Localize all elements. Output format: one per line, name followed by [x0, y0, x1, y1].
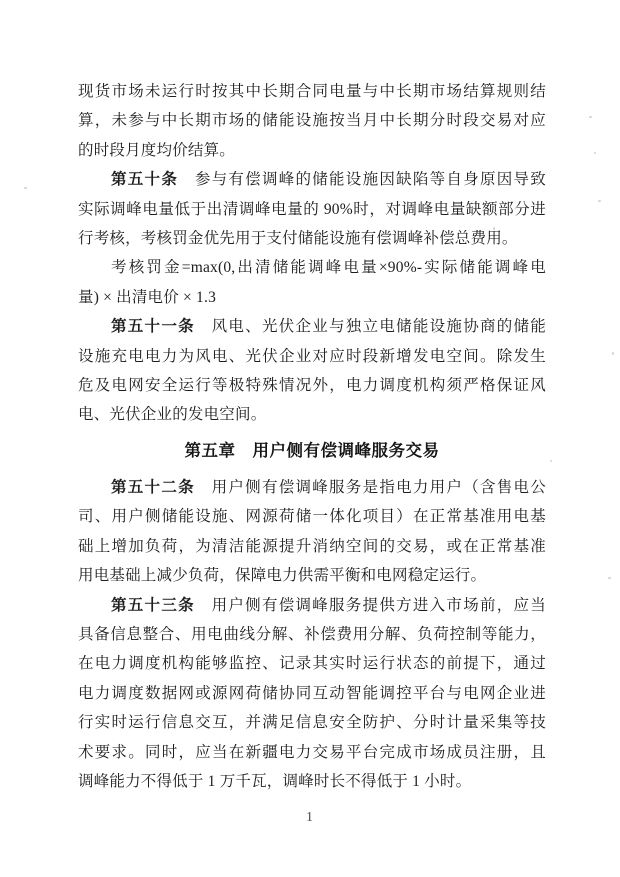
scan-speck: [589, 116, 592, 118]
text-line: [78, 679, 546, 708]
text-segment: 算，未参与中长期市场的储能设施按当月中长期分时段交易对应: [78, 112, 546, 130]
bold-text: 第五十一条: [111, 318, 195, 336]
text-line: [78, 708, 546, 737]
text-segment: 术要求。同时，应当在新疆电力交易平台完成市场成员注册，且: [78, 743, 546, 761]
text-segment: 参与有偿调峰的储能设施因缺陷等自身原因导致: [178, 171, 546, 189]
text-line: [78, 224, 546, 253]
text-line: [78, 253, 546, 282]
text-segment: 量) × 出清电价 × 1.3: [78, 288, 217, 306]
page-number: 1: [306, 810, 314, 825]
text-segment: 实际调峰电量低于出清调峰电量的 90%时，对调峰电量缺额部分进: [78, 200, 546, 218]
text-segment: 的时段月度均价结算。: [78, 141, 236, 159]
text-segment: 具备信息整合、用电曲线分解、补偿费用分解、负荷控制等能力，: [78, 626, 546, 644]
text-segment: 风电、光伏企业与独立电储能设施协商的储能: [194, 318, 546, 336]
text-line: [78, 649, 546, 678]
text-segment: 在电力调度机构能够监控、记录其实时运行状态的前提下，通过: [78, 655, 546, 673]
text-line: [78, 400, 546, 429]
text-line: [78, 473, 546, 502]
text-segment: 调峰能力不得低于 1 万千瓦，调峰时长不得低于 1 小时。: [78, 772, 472, 790]
text-line: [78, 342, 546, 371]
bold-text: 第五十二条: [111, 479, 195, 497]
text-segment: 行考核，考核罚金优先用于支付储能设施有偿调峰补偿总费用。: [78, 229, 518, 247]
bold-text: 第五十三条: [111, 596, 195, 614]
text-line: [78, 561, 546, 590]
text-line: [78, 195, 546, 224]
text-line: [78, 532, 546, 561]
text-segment: 司、用户侧储能设施、网源荷储一体化项目）在正常基准用电基: [78, 508, 546, 526]
text-segment: 用户侧有偿调峰服务提供方进入市场前，应当: [194, 596, 546, 614]
text-line: [78, 371, 546, 400]
text-segment: 础上增加负荷，为清洁能源提升消纳空间的交易，或在正常基准: [78, 537, 546, 555]
scan-speck: [493, 227, 495, 230]
text-segment: 电力调度数据网或源网荷储协同互动智能调控平台与电网企业进: [78, 684, 546, 702]
text-line: [78, 283, 546, 312]
bold-text: 第五章 用户侧有偿调峰服务交易: [184, 440, 440, 460]
text-segment: 电、光伏企业的发电空间。: [78, 406, 267, 424]
text-segment: 设施充电电力为风电、光伏企业对应时段新增发电空间。除发生: [78, 347, 546, 365]
scan-speck: [24, 187, 27, 189]
text-segment: 现货市场未运行时按其中长期合同电量与中长期市场结算规则结: [78, 83, 546, 100]
text-line: [78, 767, 546, 796]
text-line: [78, 165, 546, 194]
text-line: [78, 77, 546, 106]
text-line: [78, 312, 546, 341]
scan-speck: [476, 232, 480, 234]
scan-speck: [550, 460, 552, 462]
text-line: [78, 136, 546, 165]
text-line: [78, 620, 546, 649]
text-segment: 考核罚金=max(0,出清储能调峰电量×90%-实际储能调峰电: [111, 259, 546, 277]
scan-speck: [608, 577, 611, 579]
text-line: [78, 106, 546, 135]
text-line: [78, 591, 546, 620]
text-segment: 危及电网安全运行等极特殊情况外，电力调度机构须严格保证风: [78, 376, 546, 394]
text-segment: 用电基础上减少负荷，保障电力供需平衡和电网稳定运行。: [78, 567, 487, 585]
scan-speck: [598, 200, 601, 202]
scan-speck: [594, 152, 596, 154]
text-segment: 用户侧有偿调峰服务是指电力用户（含售电公: [194, 479, 546, 497]
text-segment: 行实时运行信息交互，并满足信息安全防护、分时计量采集等技: [78, 714, 546, 732]
document-content: [78, 77, 546, 796]
bold-text: 第五十条: [111, 171, 179, 189]
scan-speck: [612, 352, 614, 355]
text-line: [78, 502, 546, 531]
text-line: [78, 738, 546, 767]
chapter-heading: [78, 436, 546, 465]
